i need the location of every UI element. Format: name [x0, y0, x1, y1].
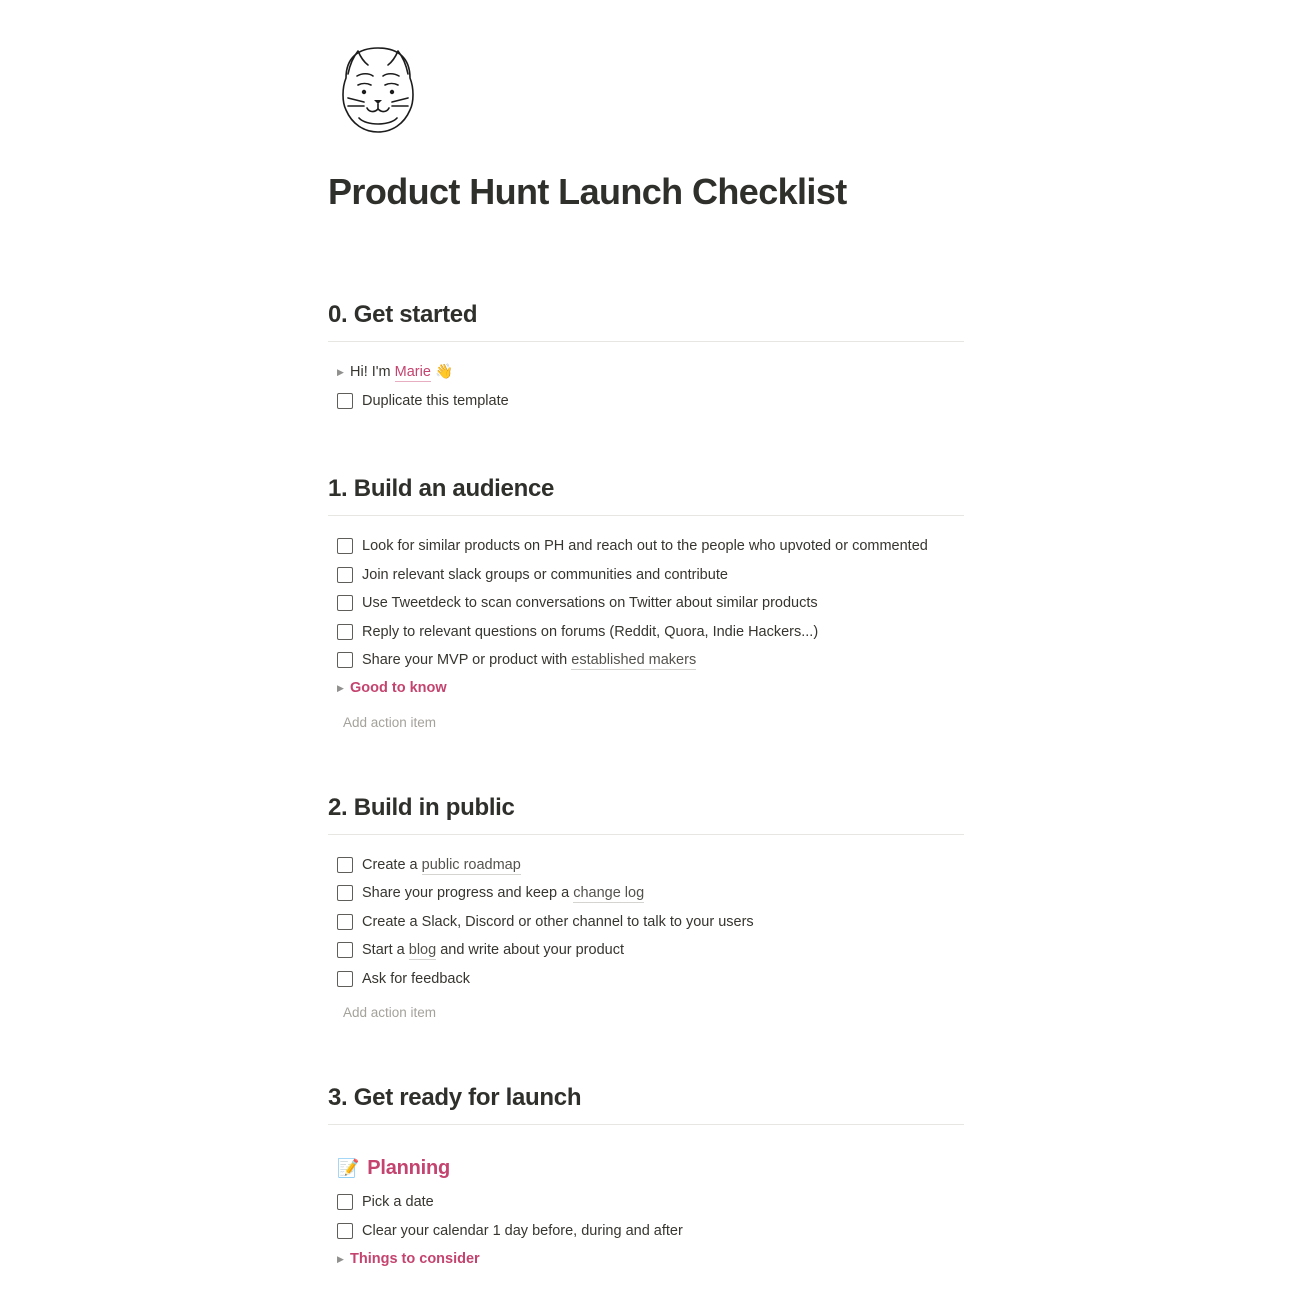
change-log-link[interactable]: change log — [573, 885, 645, 902]
page-title: Product Hunt Launch Checklist — [328, 171, 847, 212]
toggle-block-good-to-know[interactable] — [328, 674, 964, 702]
checklist-item-label: Pick a date — [362, 1194, 434, 1211]
section-heading: 0. Get started — [328, 301, 964, 342]
established-makers-link[interactable]: established makers — [571, 652, 697, 668]
checklist-item-label: Clear your calendar 1 day before, during and after — [362, 1222, 683, 1239]
checkbox-icon[interactable] — [337, 567, 353, 583]
section-body — [328, 530, 964, 734]
checklist-item-label: Create a Slack, Discord or other channel to talk to your users — [362, 913, 754, 930]
cat-face-illustration-icon[interactable] — [328, 40, 428, 140]
toggle-label — [350, 361, 453, 383]
checkbox-icon[interactable] — [337, 971, 353, 987]
checklist-item-label: Ask for feedback — [362, 970, 470, 987]
checklist-item[interactable] — [328, 851, 964, 879]
section-build-an-audience — [328, 475, 964, 734]
blog-link[interactable]: blog — [408, 942, 437, 959]
checklist-item[interactable] — [328, 965, 964, 993]
memo-icon: 📝 — [337, 1158, 360, 1179]
checklist-item[interactable] — [328, 908, 964, 936]
checkbox-icon[interactable] — [337, 595, 353, 611]
checkbox-icon[interactable] — [337, 652, 353, 668]
checkbox-icon[interactable] — [337, 885, 353, 901]
add-action-item-button[interactable]: Add action item — [343, 1005, 437, 1021]
chevron-right-icon[interactable]: ▶ — [337, 683, 344, 694]
checkbox-icon[interactable] — [337, 942, 353, 958]
checklist-item[interactable] — [328, 936, 964, 964]
checklist-item-label-pre: Share your progress and keep a — [362, 885, 574, 902]
checklist-item-label — [362, 882, 644, 904]
section-heading: 1. Build an audience — [328, 475, 964, 516]
checklist-item[interactable] — [328, 1217, 964, 1245]
checklist-item-label-pre: Start a — [362, 942, 409, 959]
section-get-ready-for-launch — [328, 1084, 964, 1273]
checklist-item-label — [362, 854, 521, 876]
section-get-started — [328, 301, 964, 415]
checklist-item[interactable] — [328, 532, 964, 560]
section-body — [328, 1139, 964, 1273]
checklist-item-label-pre: Create a — [362, 856, 422, 873]
marie-link[interactable]: Marie — [394, 364, 431, 381]
checklist-item-label: Join relevant slack groups or communities and contribute — [362, 566, 728, 583]
checklist-item-label: Look for similar products on PH and reach out to the people who upvoted or commented — [362, 538, 928, 555]
toggle-block-things-to-consider[interactable] — [328, 1245, 964, 1273]
chevron-right-icon[interactable]: ▶ — [337, 1254, 344, 1265]
section-body — [328, 849, 964, 1024]
checkbox-icon[interactable] — [337, 393, 353, 409]
checklist-item-label-pre: Share your MVP or product with — [362, 652, 572, 668]
section-heading: 3. Get ready for launch — [328, 1084, 964, 1125]
checklist-item[interactable] — [328, 387, 964, 415]
subsection-heading-planning — [337, 1157, 964, 1180]
chevron-right-icon[interactable]: ▶ — [337, 367, 344, 378]
toggle-label: Things to consider — [350, 1251, 480, 1268]
checklist-item[interactable] — [328, 561, 964, 589]
section-heading: 2. Build in public — [328, 794, 964, 835]
checklist-item[interactable] — [328, 618, 964, 646]
section-build-in-public — [328, 794, 964, 1024]
toggle-label-pre: Hi! I'm — [350, 364, 395, 381]
subsection-heading-label: Planning — [367, 1157, 451, 1180]
toggle-block-intro[interactable] — [328, 358, 964, 386]
checklist-item[interactable] — [328, 589, 964, 617]
document-content — [328, 0, 964, 1274]
checklist-item-label: Duplicate this template — [362, 392, 509, 409]
checkbox-icon[interactable] — [337, 857, 353, 873]
checkbox-icon[interactable] — [337, 1223, 353, 1239]
checklist-item[interactable] — [328, 1188, 964, 1216]
toggle-label-post: 👋 — [430, 364, 454, 381]
checklist-item-label-post: and write about your product — [436, 942, 624, 959]
checklist-item-label: Reply to relevant questions on forums (Reddit, Quora, Indie Hackers...) — [362, 623, 819, 640]
checklist-item[interactable] — [328, 879, 964, 907]
add-action-item-button[interactable]: Add action item — [343, 714, 437, 730]
checklist-item[interactable] — [328, 646, 964, 674]
checklist-item-label — [362, 649, 696, 671]
section-body — [328, 356, 964, 415]
checkbox-icon[interactable] — [337, 538, 353, 554]
public-roadmap-link[interactable]: public roadmap — [421, 856, 521, 873]
toggle-label: Good to know — [350, 680, 447, 697]
checklist-item-label: Use Tweetdeck to scan conversations on Twitter about similar products — [362, 595, 818, 612]
checkbox-icon[interactable] — [337, 1194, 353, 1210]
checkbox-icon[interactable] — [337, 914, 353, 930]
checklist-item-label — [362, 939, 624, 961]
checkbox-icon[interactable] — [337, 624, 353, 640]
